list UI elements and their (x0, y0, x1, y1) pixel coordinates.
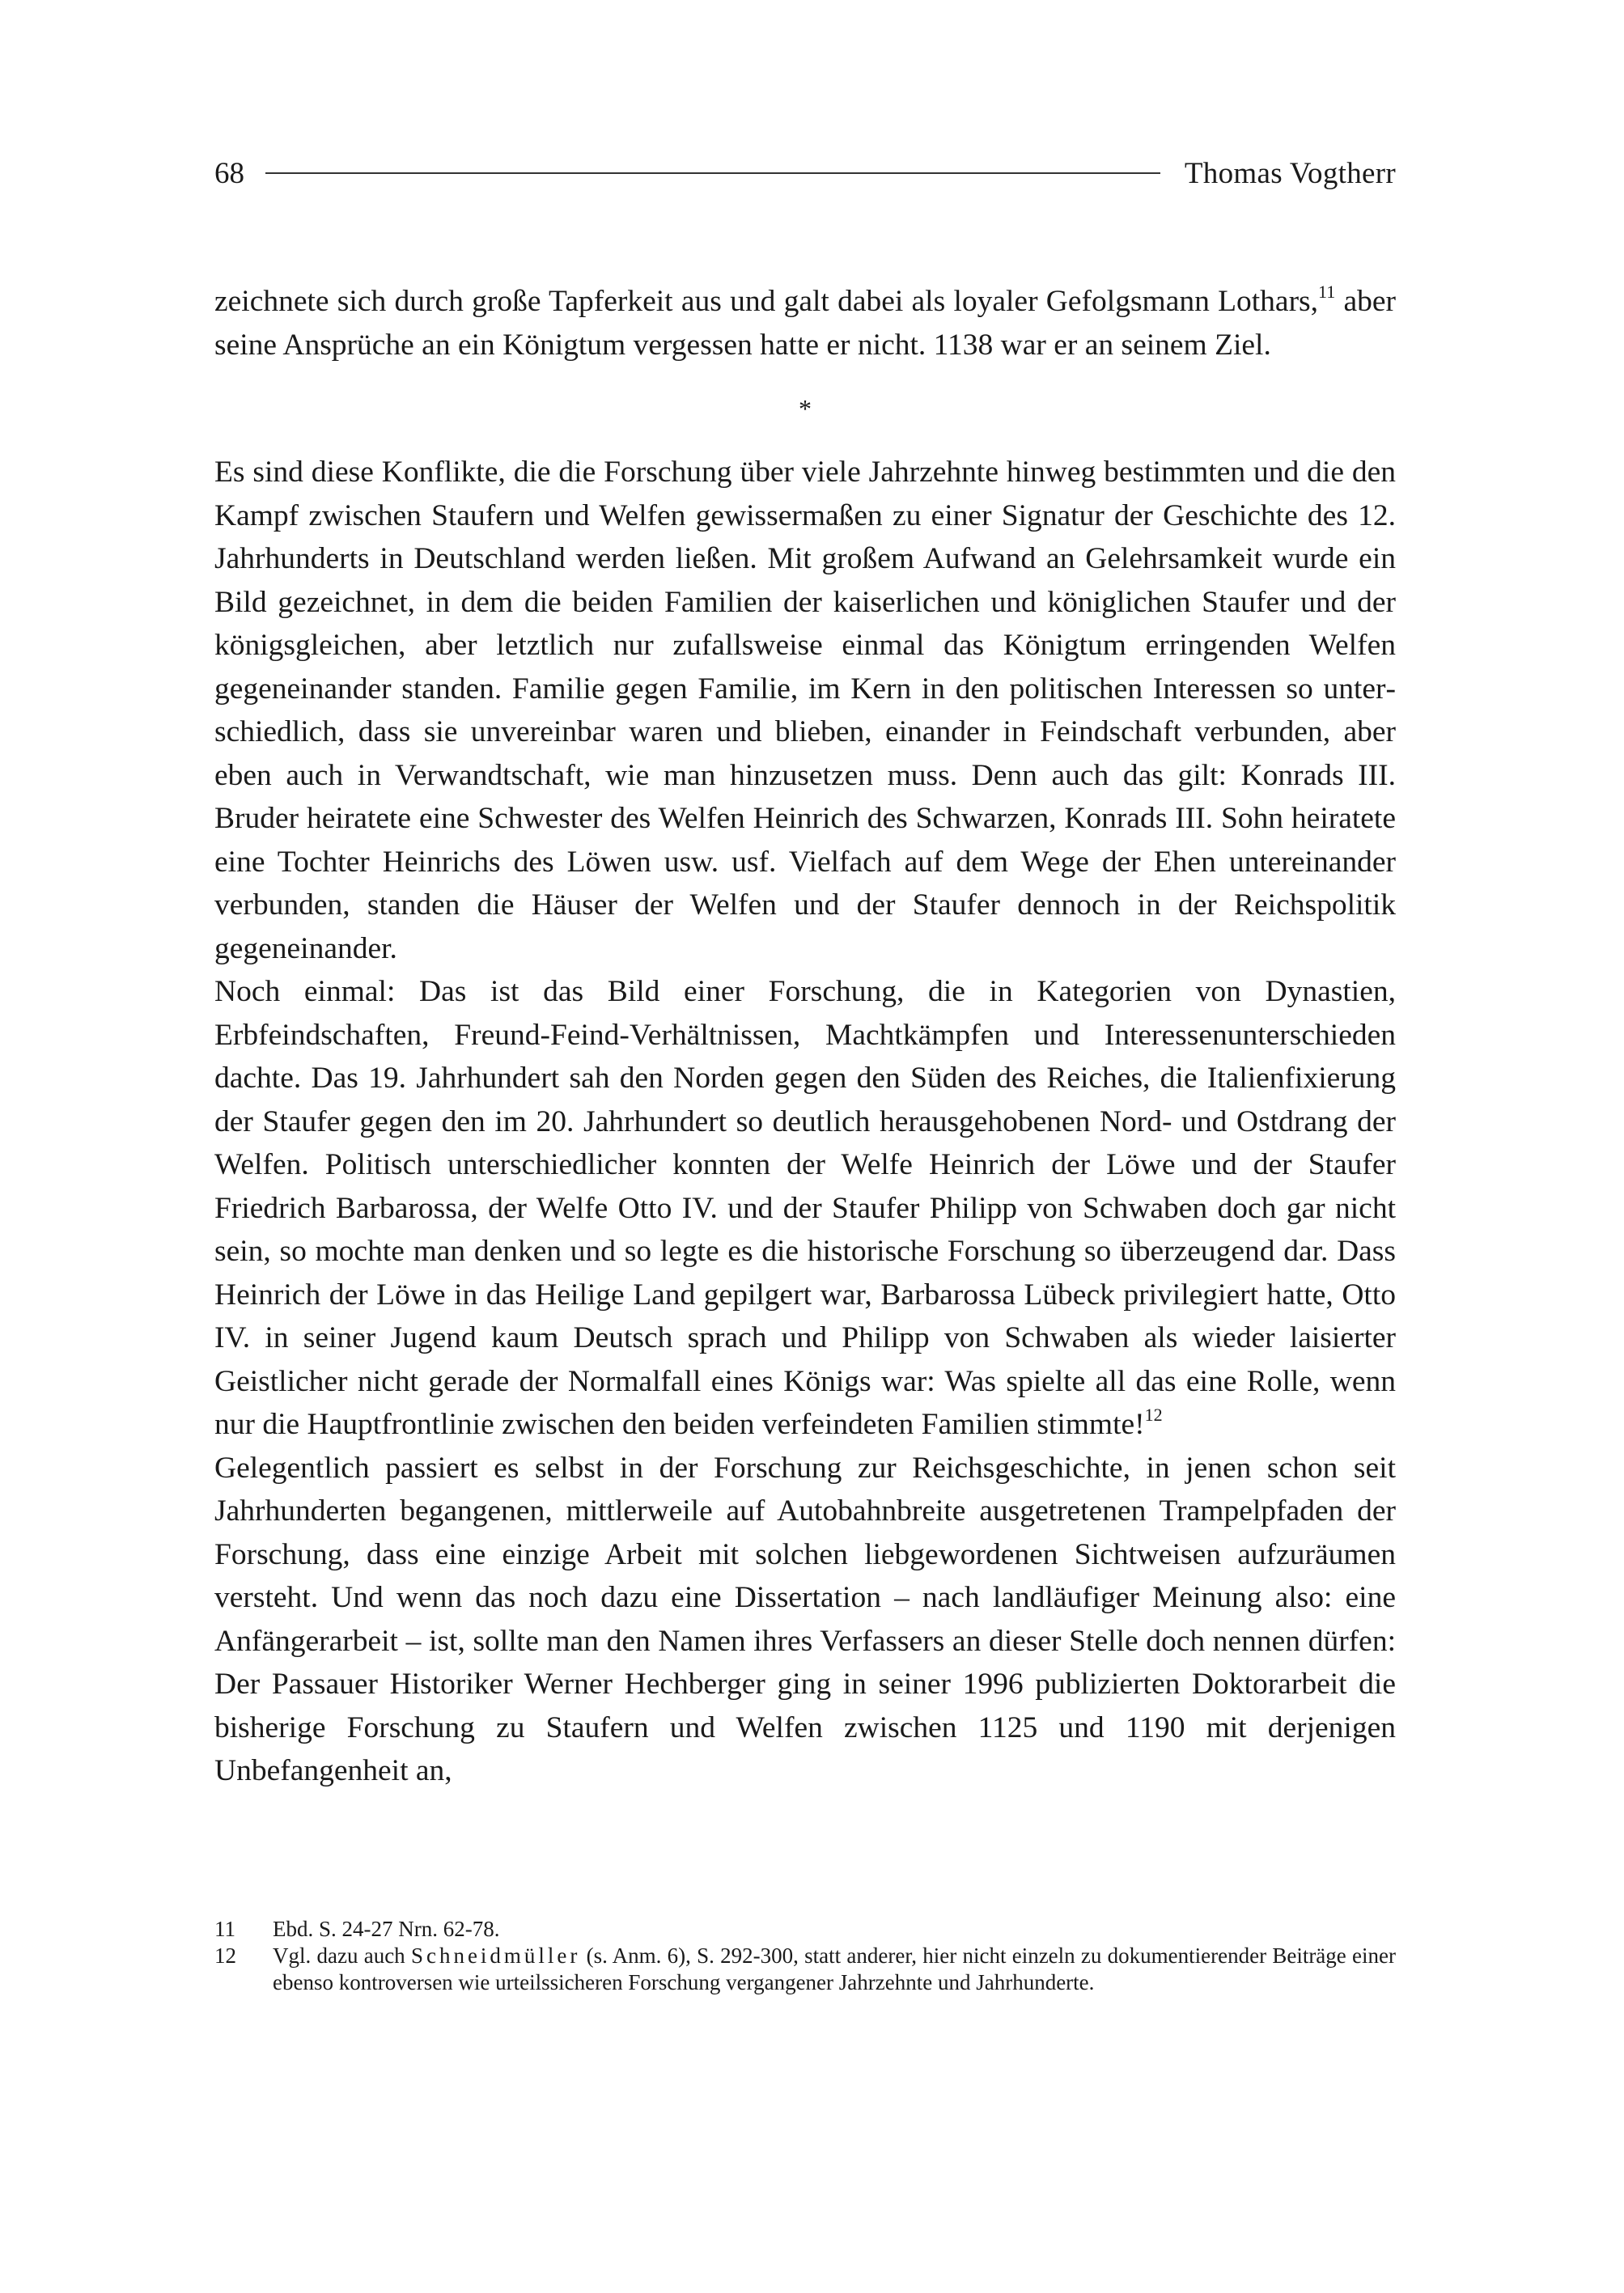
footnote-text (273, 1943, 1396, 1996)
paragraph-text: zeichnete sich durch große Tapferkeit aus und galt dabei als loyaler Gefolgsmann Lothars, (214, 285, 1319, 318)
paragraph-text: aber seine Ansprüche an ein Königtum vergessen hatte er nicht. 1138 war er an seinem Ziel. (214, 285, 1396, 362)
paragraph-text: Noch einmal: Das ist das Bild einer Forschung, die in Kategorien von Dynastien, Erbfeindschaften, Freund-Feind-Verhältnissen, Machtkämpfen und Interessenunterschieden dachte. Das 19. Jahrhundert sah den Norden gegen den Süden des Reiches, die Italienfixierung der Staufer gegen den im 20. Jahrhundert so deutlich herausgehobenen Nord- und Ostdrang der Welfen. Politisch unterschiedlicher konnten der Welfe Heinrich der Löwe und der Staufer Friedrich Barbarossa, der Welfe Otto IV. und der Staufer Philipp von Schwaben doch gar nicht sein, so mochte man denken und so legte es die historische Forschung so überzeugend dar. Dass Heinrich der Löwe in das Heilige Land gepilgert war, Barbarossa Lübeck privilegiert hatte, Otto IV. in seiner Jugend kaum Deutsch sprach und Philipp von Schwaben als wieder laisierter Geistlicher nicht gerade der Normalfall eines Königs war: Was spielte all das eine Rolle, wenn nur die Hauptfrontlinie zwischen den beiden verfeindeten Familien stimmte! (214, 975, 1396, 1441)
footnote (214, 1916, 1396, 1943)
paragraph: Gelegentlich passiert es selbst in der Forschung zur Reichsgeschichte, in jenen schon seit Jahrhunderten begangenen, mittlerweile auf Autobahnbreite ausgetretenen Trampelpfaden der Forschung, dass eine einzige Arbeit mit solchen liebgewordenen Sichtweisen aufzuräumen versteht. Und wenn das noch dazu eine Dissertation – nach landläufiger Meinung also: eine Anfängerarbeit – ist, sollte man den Namen ihres Verfassers an dieser Stelle doch nennen dürfen: Der Passauer Historiker Werner Hechberger ging in seiner 1996 publizierten Doktorarbeit die bisherige Forschung zu Staufern und Welfen zwischen 1125 und 1190 mit derjenigen Unbefangenheit an, (214, 1451, 1396, 1787)
section-separator: * (799, 394, 812, 423)
cited-author: Schneidmüller (410, 1943, 581, 1968)
running-head-author: Thomas Vogtherr (1184, 156, 1396, 190)
footnote-text-part: Vgl. dazu auch (273, 1943, 411, 1968)
footnote-number: 12 (214, 1943, 236, 1968)
footnote-ref-11[interactable]: 11 (1318, 282, 1336, 302)
paragraph: Es sind diese Konflikte, die die Forschung über viele Jahrzehnte hinweg bestimmten und die den Kampf zwischen Staufern und Welfen gewissermaßen zu einer Signatur der Geschichte des 12. Jahrhunderts in Deutschland werden ließen. Mit großem Aufwand an Gelehrsamkeit wurde ein Bild gezeichnet, in dem die beiden Familien der kaiserlichen und königlichen Staufer und der königsgleichen, aber letztlich nur zufallsweise einmal das Königtum erringenden Welfen gegeneinander standen. Familie gegen Familie, im Kern in den politischen Interessen so unterschiedlich, dass sie unvereinbar waren und blieben, einander in Feindschaft verbunden, aber eben auch in Verwandtschaft, wie man hinzusetzen muss. Denn auch das gilt: Konrads III. Bruder heiratete eine Schwester des Welfen Heinrich des Schwarzen, Konrads III. Sohn heiratete eine Tochter Heinrichs des Löwen usw. usf. Vielfach auf dem Wege der Ehen untereinander verbunden, standen die Häuser der Welfen und der Staufer dennoch in der Reichspolitik gegeneinander. (214, 456, 1396, 965)
page-number: 68 (214, 156, 244, 190)
footnote-number: 11 (214, 1917, 235, 1941)
running-head (214, 154, 1396, 193)
header-rule (265, 172, 1160, 174)
main-text (214, 280, 1396, 1793)
page-content (214, 154, 1396, 1793)
paragraph-continuation (214, 280, 1396, 367)
footnote-ref-12[interactable]: 12 (1144, 1405, 1163, 1425)
paragraph (214, 970, 1396, 1447)
footnote-text: Ebd. S. 24-27 Nrn. 62-78. (273, 1917, 500, 1941)
footnote (214, 1943, 1396, 1996)
footnote-text-part: (s. Anm. 6), S. 292-300, statt anderer, hier nicht einzeln zu dokumentierender Beiträge einer ebenso kontroversen wie urteilssicheren Forschung vergangener Jahrzehnte und Jahrhunderte. (273, 1943, 1396, 1994)
footnotes (214, 1916, 1396, 1996)
